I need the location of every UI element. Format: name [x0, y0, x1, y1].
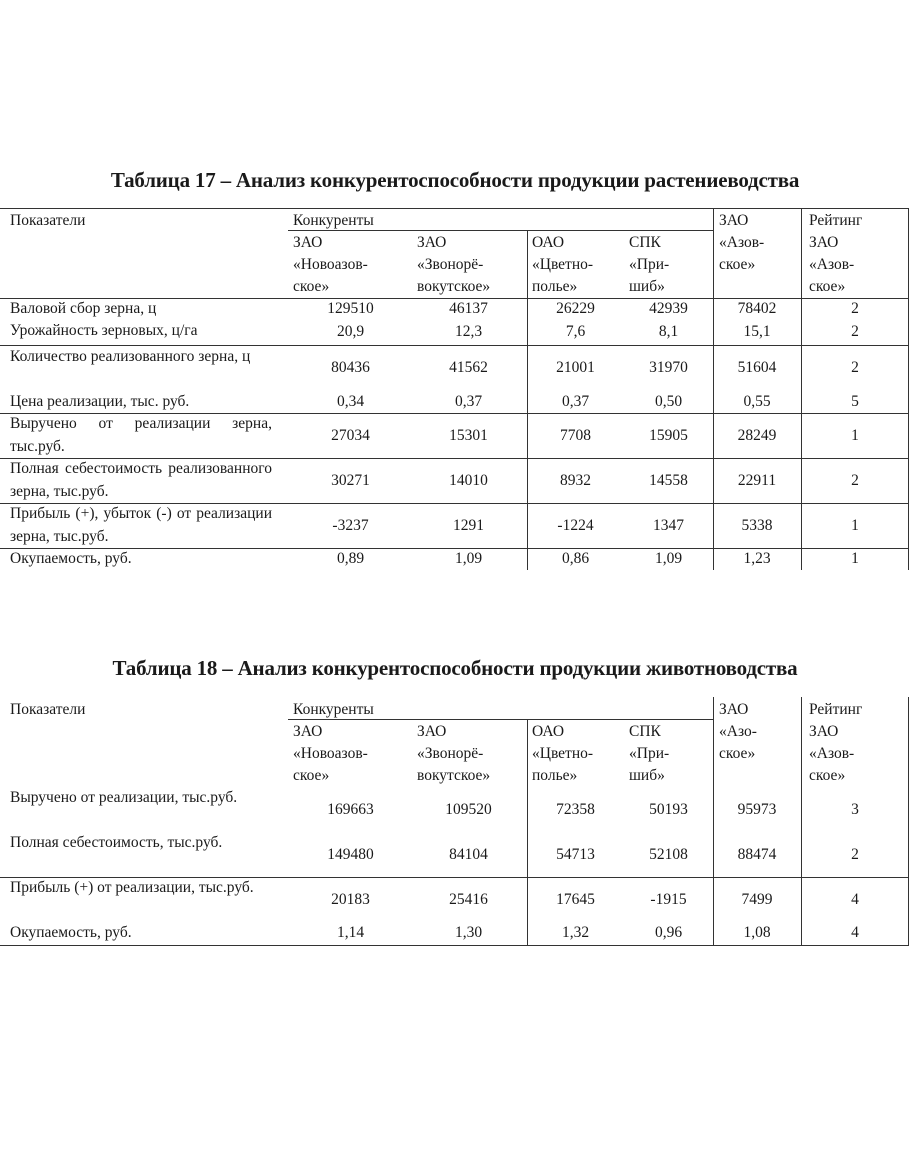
cell-value: 109520: [445, 800, 492, 818]
header-competitors: Конкуренты: [293, 212, 374, 229]
cell-value: 8932: [560, 471, 591, 489]
table-bottom-border: [0, 945, 909, 946]
row-label: Валовой сбор зерна, ц: [10, 300, 157, 317]
row-label: Цена реализации, тыс. руб.: [10, 393, 190, 410]
cell-value: 7708: [560, 426, 591, 444]
cell-value: 0,37: [561, 393, 590, 410]
cell-own-value: 5338: [741, 516, 773, 534]
cell-value: 169663: [327, 800, 374, 818]
row-label: Количество реализованного зерна, ц: [10, 348, 251, 365]
header-indicators: Показатели: [10, 701, 86, 718]
cell-value: 21001: [556, 359, 595, 376]
header-rating: Рейтинг ЗАО «Азов- ское»: [809, 701, 863, 784]
header-indicators: Показатели: [10, 212, 86, 229]
cell-own-value: 15,1: [743, 323, 771, 340]
row-label: Полная себестоимость реализованного зерна, тыс.руб.: [10, 460, 272, 500]
cell-value: 0,96: [654, 924, 683, 941]
cell-value: 54713: [556, 845, 595, 863]
cell-rating: 5: [851, 393, 859, 410]
cell-value: 12,3: [454, 323, 483, 340]
cell-rating: 2: [851, 471, 859, 489]
table-18-title: Таблица 18 – Анализ конкурентоспособности продукции животноводства: [112, 656, 798, 680]
header-competitor-2: ЗАО «Звонорё- вокутское»: [417, 234, 491, 295]
header-own-company: ЗАО «Азо- ское»: [719, 701, 757, 762]
row-label: Урожайность зерновых, ц/га: [10, 322, 198, 339]
row-label: Прибыль (+), убыток (-) от реализации зерна, тыс.руб.: [10, 505, 272, 545]
cell-own-value: 28249: [737, 426, 777, 444]
row-label: Окупаемость, руб.: [10, 924, 132, 941]
cell-value: 0,89: [336, 550, 365, 567]
cell-own-value: 78402: [737, 300, 777, 317]
col-divider: [527, 719, 528, 945]
header-competitor-4: СПК «При- шиб»: [629, 234, 670, 295]
cell-value: -1224: [557, 516, 594, 534]
row-label: Прибыль (+) от реализации, тыс.руб.: [10, 879, 254, 896]
cell-value: 1,14: [336, 924, 365, 941]
header-rating: Рейтинг ЗАО «Азов- ское»: [809, 212, 863, 295]
cell-own-value: 7499: [741, 890, 773, 908]
table-17-title: Таблица 17 – Анализ конкурентоспособности продукции растениеводства: [110, 168, 800, 192]
header-own-company: ЗАО «Азов- ское»: [719, 212, 765, 273]
cell-value: 7,6: [565, 323, 586, 340]
cell-value: 30271: [331, 471, 370, 489]
cell-own-value: 22911: [737, 471, 777, 489]
cell-value: -1915: [650, 890, 687, 908]
cell-value: 8,1: [658, 323, 679, 340]
header-competitors: Конкуренты: [293, 701, 374, 718]
cell-value: 149480: [327, 845, 374, 863]
cell-own-value: 0,55: [743, 393, 771, 410]
cell-value: 42939: [649, 300, 688, 317]
cell-value: 14558: [649, 471, 688, 489]
cell-own-value: 1,23: [743, 550, 771, 567]
cell-value: 31970: [649, 359, 688, 376]
cell-value: 1,32: [561, 924, 590, 941]
cell-value: 50193: [649, 800, 688, 818]
cell-value: 1,09: [454, 550, 483, 567]
cell-rating: 4: [851, 924, 859, 941]
header-competitor-4: СПК «При- шиб»: [629, 723, 670, 784]
table-top-border: [0, 208, 909, 209]
cell-value: 0,34: [336, 393, 365, 410]
cell-rating: 1: [851, 516, 859, 534]
cell-value: 1,09: [654, 550, 683, 567]
cell-own-value: 95973: [737, 800, 777, 818]
cell-value: 15905: [649, 426, 688, 444]
cell-rating: 2: [851, 300, 859, 317]
cell-value: 1,30: [454, 924, 483, 941]
cell-rating: 2: [851, 323, 859, 340]
cell-value: 0,86: [561, 550, 590, 567]
cell-value: 20183: [331, 890, 370, 908]
row-label: Полная себестоимость, тыс.руб.: [10, 834, 223, 851]
cell-value: 84104: [449, 845, 488, 863]
cell-value: 26229: [556, 300, 595, 317]
cell-value: 0,50: [654, 393, 683, 410]
row-label: Выручено от реализации зерна, тыс.руб.: [10, 415, 272, 455]
cell-own-value: 1,08: [743, 924, 771, 941]
cell-value: 14010: [449, 471, 488, 489]
header-competitor-2: ЗАО «Звонорё- вокутское»: [417, 723, 491, 784]
cell-value: 1347: [653, 516, 684, 534]
cell-value: 129510: [327, 300, 374, 317]
row-label: Окупаемость, руб.: [10, 550, 132, 567]
header-competitor-3: ОАО «Цветно- полье»: [532, 723, 594, 784]
cell-value: 17645: [556, 890, 595, 908]
cell-value: 20,9: [336, 323, 365, 340]
cell-rating: 2: [851, 359, 859, 376]
cell-value: 27034: [331, 426, 370, 444]
header-competitor-3: ОАО «Цветно- полье»: [532, 234, 594, 295]
cell-rating: 4: [851, 890, 859, 908]
cell-rating: 3: [851, 800, 859, 818]
cell-value: 41562: [449, 359, 488, 376]
cell-rating: 2: [851, 845, 859, 863]
header-competitor-1: ЗАО «Новоазов- ское»: [293, 234, 368, 295]
cell-value: 46137: [449, 300, 488, 317]
row-label: Выручено от реализации, тыс.руб.: [10, 789, 238, 806]
cell-rating: 1: [851, 550, 859, 567]
cell-value: 1291: [453, 516, 484, 534]
cell-value: 25416: [449, 890, 488, 908]
cell-value: 72358: [556, 800, 595, 818]
cell-own-value: 51604: [737, 359, 777, 376]
cell-value: -3237: [332, 516, 369, 534]
cell-value: 15301: [449, 426, 488, 444]
cell-rating: 1: [851, 426, 859, 444]
cell-own-value: 88474: [737, 845, 777, 863]
header-competitor-1: ЗАО «Новоазов- ское»: [293, 723, 368, 784]
cell-value: 0,37: [454, 393, 483, 410]
cell-value: 80436: [331, 359, 370, 376]
cell-value: 52108: [649, 845, 688, 863]
